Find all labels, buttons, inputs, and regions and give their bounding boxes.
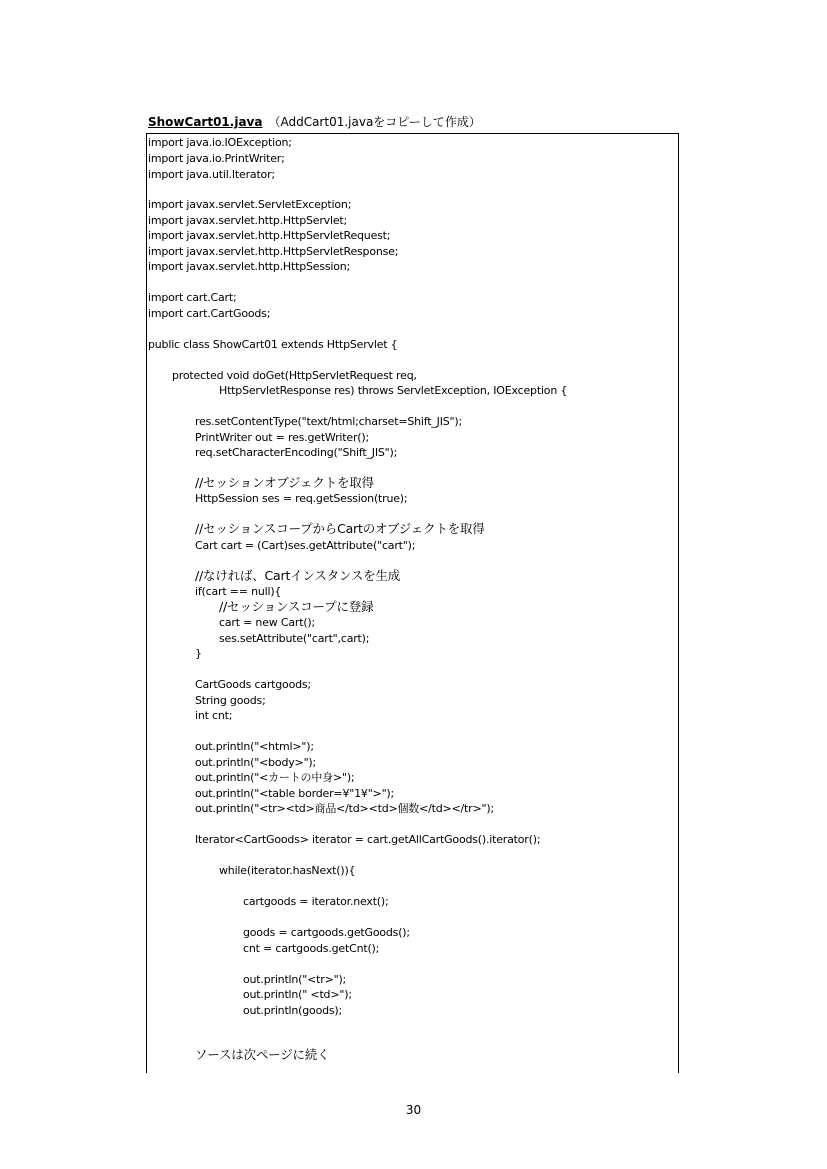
code-line: import javax.servlet.ServletException; xyxy=(148,198,352,211)
code-line: import java.util.Iterator; xyxy=(148,168,275,181)
code-line: req.setCharacterEncoding("Shift_JIS"); xyxy=(195,446,398,459)
code-comment: //なければ、Cartインスタンスを生成 xyxy=(195,568,401,583)
code-line: out.println("<body>"); xyxy=(195,756,317,769)
code-line: goods = cartgoods.getGoods(); xyxy=(243,926,410,939)
code-line: import javax.servlet.http.HttpServlet; xyxy=(148,214,348,227)
code-line: import javax.servlet.http.HttpServletRequest; xyxy=(148,229,391,242)
code-line: out.println(" <td>"); xyxy=(243,988,352,1001)
code-line: import java.io.IOException; xyxy=(148,136,292,149)
code-line: cnt = cartgoods.getCnt(); xyxy=(243,942,380,955)
code-line: while(iterator.hasNext()){ xyxy=(219,864,356,877)
code-line: HttpServletResponse res) throws ServletException, IOException { xyxy=(219,384,568,397)
code-line: public class ShowCart01 extends HttpServlet { xyxy=(148,338,398,351)
code-comment: //セッションオブジェクトを取得 xyxy=(195,475,374,490)
code-line: protected void doGet(HttpServletRequest req, xyxy=(172,369,417,382)
code-line: cart = new Cart(); xyxy=(219,616,316,629)
code-line: String goods; xyxy=(195,694,266,707)
code-line: out.println("<table border=¥"1¥">"); xyxy=(195,787,395,800)
code-line: Iterator<CartGoods> iterator = cart.getAllCartGoods().iterator(); xyxy=(195,833,541,846)
code-line: out.println("<tr>"); xyxy=(243,973,347,986)
code-line: } xyxy=(195,647,202,660)
code-line: import javax.servlet.http.HttpSession; xyxy=(148,260,351,273)
code-line: out.println("<カートの中身>"); xyxy=(195,771,355,784)
file-note: （AddCart01.javaをコピーして作成） xyxy=(268,115,481,129)
code-line: import cart.CartGoods; xyxy=(148,307,271,320)
code-line: res.setContentType("text/html;charset=Shift_JIS"); xyxy=(195,415,462,428)
page-number: 30 xyxy=(405,1103,422,1117)
code-line: int cnt; xyxy=(195,709,233,722)
code-line: cartgoods = iterator.next(); xyxy=(243,895,389,908)
code-line: if(cart == null){ xyxy=(195,585,282,598)
document-title xyxy=(148,115,481,129)
code-line: ses.setAttribute("cart",cart); xyxy=(219,632,370,645)
code-line: Cart cart = (Cart)ses.getAttribute("cart"); xyxy=(195,539,416,552)
code-line: import javax.servlet.http.HttpServletResponse; xyxy=(148,245,399,258)
code-line: PrintWriter out = res.getWriter(); xyxy=(195,431,369,444)
code-line: out.println(goods); xyxy=(243,1004,343,1017)
code-line: out.println("<html>"); xyxy=(195,740,314,753)
code-line: HttpSession ses = req.getSession(true); xyxy=(195,492,408,505)
code-line: import cart.Cart; xyxy=(148,291,237,304)
code-line: CartGoods cartgoods; xyxy=(195,678,311,691)
code-comment: //セッションスコープからCartのオブジェクトを取得 xyxy=(195,521,485,536)
continued-note: ソースは次ページに続く xyxy=(195,1047,330,1062)
code-line: import java.io.PrintWriter; xyxy=(148,152,285,165)
file-name: ShowCart01.java xyxy=(148,115,263,129)
code-comment: //セッションスコープに登録 xyxy=(219,599,374,614)
code-line: out.println("<tr><td>商品</td><td>個数</td></tr>"); xyxy=(195,802,494,815)
